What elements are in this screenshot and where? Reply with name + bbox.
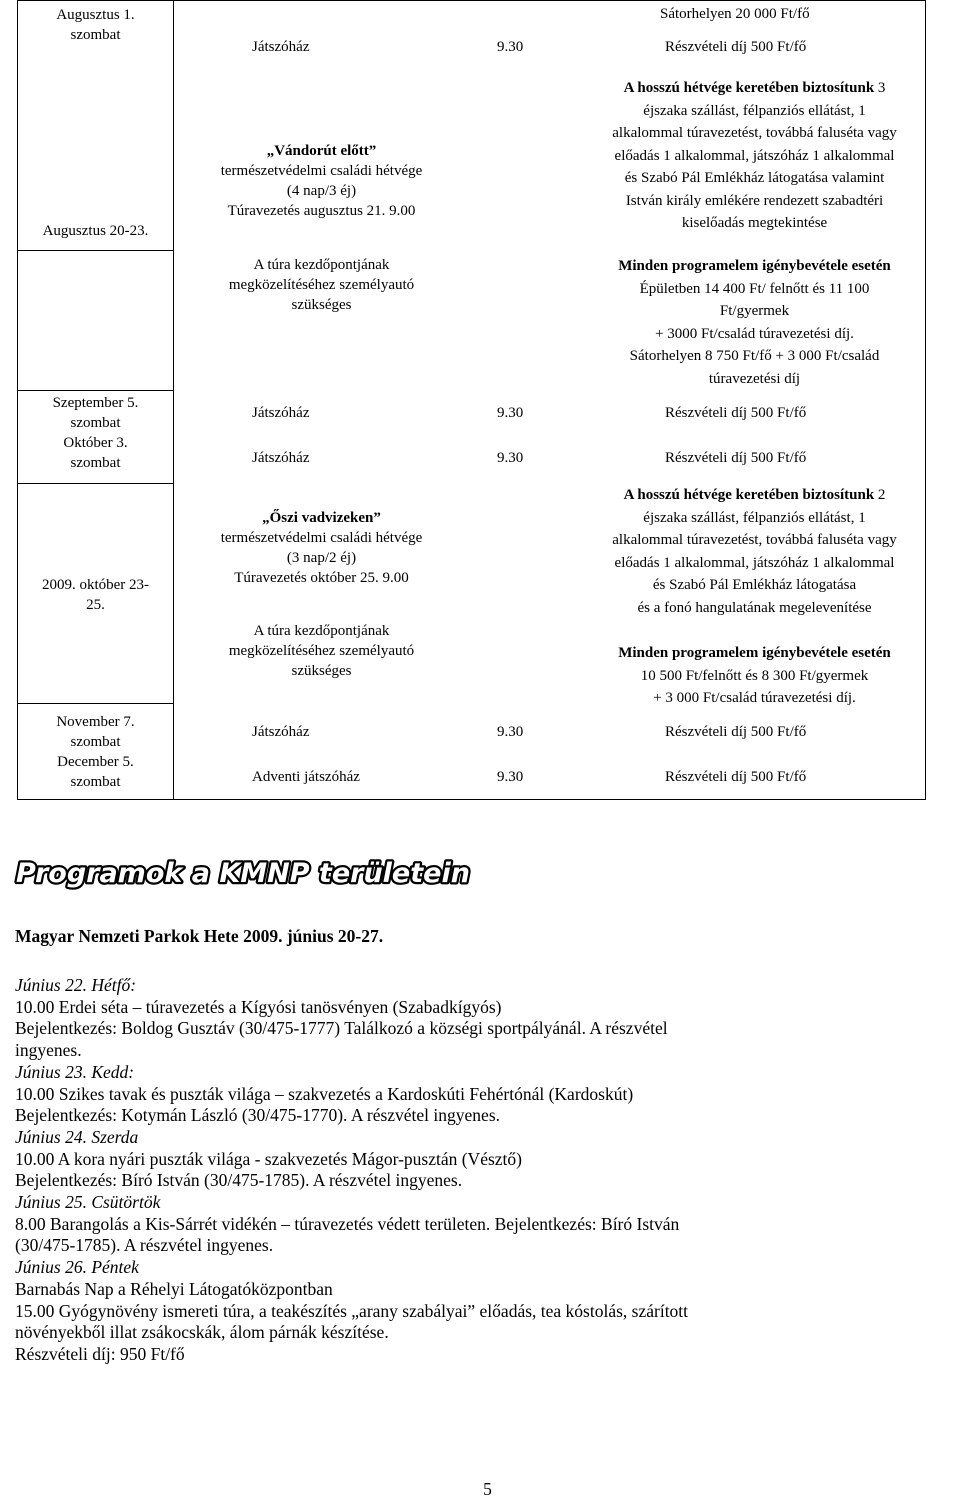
info-bold-lead: A hosszú hétvége keretében biztosítunk: [623, 80, 875, 96]
event-fee: Részvételi díj 500 Ft/fő: [665, 405, 807, 421]
event-name: Játszóház: [252, 39, 310, 55]
event-time: 9.30: [497, 39, 524, 55]
price-title: Minden programelem igénybevétele esetén: [618, 645, 891, 661]
note-line: szükséges: [291, 297, 352, 313]
price-line: Épületben 14 400 Ft/ felnőtt és 11 100: [639, 280, 870, 297]
price-title: Minden programelem igénybevétele esetén: [618, 258, 891, 274]
program-table: [17, 0, 926, 800]
info-night-count: 2: [874, 487, 886, 503]
program-line: 8.00 Barangolás a Kis-Sárrét vidékén – túravezetés védett területen. Bejelentkezés: Bíró István: [15, 1213, 680, 1234]
program-note: [174, 255, 469, 315]
event-time: 9.30: [497, 450, 524, 466]
event-name: Játszóház: [252, 405, 310, 421]
program-line: 10.00 Szikes tavak és puszták világa – szakvezetés a Kardoskúti Fehértónál (Kardoskút): [15, 1083, 634, 1104]
info-line: alkalommal túravezetést, továbbá faluséta vagy: [612, 532, 897, 548]
program-line: Bejelentkezés: Bíró István (30/475-1785). A részvétel ingyenes.: [15, 1170, 463, 1191]
day-heading: Június 24. Szerda: [15, 1126, 139, 1147]
date-text: 25.: [86, 597, 105, 613]
info-line: alkalommal túravezetést, továbbá faluséta vagy: [612, 125, 897, 141]
date-text: December 5.: [57, 754, 134, 770]
program-line: (30/475-1785). A részvétel ingyenes.: [15, 1235, 274, 1256]
event-time: 9.30: [497, 724, 524, 740]
weekday-text: szombat: [70, 455, 121, 471]
price-line: + 3 000 Ft/család túravezetési díj.: [653, 690, 856, 706]
info-bold-lead: A hosszú hétvége keretében biztosítunk: [623, 487, 875, 503]
program-line: 15.00 Gyógynövény ismereti túra, a teakészítés „arany szabályai” előadás, tea kóstolás, szárított: [15, 1300, 689, 1321]
info-line: előadás 1 alkalommal, játszóház 1 alkalommal: [614, 147, 895, 164]
price-line: Ft/gyermek: [719, 303, 790, 319]
date-text: Október 3.: [63, 435, 128, 451]
note-line: A túra kezdőpontjának: [253, 257, 390, 273]
program-line: természetvédelmi családi hétvége: [220, 163, 423, 179]
row-divider: [17, 390, 174, 391]
program-line: Túravezetés augusztus 21. 9.00: [227, 203, 416, 219]
price-line: 10 500 Ft/felnőtt és 8 300 Ft/gyermek: [640, 667, 869, 684]
date-text: Augusztus 20-23.: [42, 223, 149, 239]
tent-price-note: Sátorhelyen 20 000 Ft/fő: [660, 6, 810, 22]
date-cell: [17, 221, 174, 241]
program-line: Túravezetés október 25. 9.00: [234, 570, 409, 586]
row-divider: [17, 703, 174, 704]
info-line: és Szabó Pál Emlékház látogatása valamint: [624, 170, 885, 186]
event-time: 9.30: [497, 405, 524, 421]
price-block: [527, 255, 960, 390]
event-fee: Részvételi díj 500 Ft/fő: [665, 769, 807, 785]
section-subheading: Magyar Nemzeti Parkok Hete 2009. június 20-27.: [15, 926, 384, 946]
info-line: éjszaka szállást, félpanziós ellátást, 1: [643, 509, 866, 526]
event-fee: Részvételi díj 500 Ft/fő: [665, 450, 807, 466]
page-number: 5: [483, 1479, 492, 1499]
info-line: kiselőadás megtekintése: [681, 215, 828, 231]
program-info: [527, 77, 960, 235]
info-first-line: [527, 484, 960, 507]
day-heading: Június 23. Kedd:: [15, 1061, 135, 1082]
note-line: megközelítéséhez személyautó: [228, 277, 415, 293]
program-line: ingyenes.: [15, 1040, 82, 1061]
weekday-text: szombat: [70, 734, 121, 750]
program-title: „Vándorút előtt”: [266, 143, 377, 159]
event-name: Játszóház: [252, 724, 310, 740]
weekday-text: szombat: [70, 27, 121, 43]
info-line: és a fonó hangulatának megelevenítése: [637, 599, 872, 616]
section-heading-graphic: [14, 852, 514, 892]
program-line: (4 nap/3 éj): [286, 183, 357, 199]
section-heading-text: Programok a KMNP területein: [16, 858, 470, 889]
info-first-line: [527, 77, 960, 100]
weekday-text: szombat: [70, 415, 121, 431]
table-border-top: [17, 0, 926, 1]
weekday-text: szombat: [70, 774, 121, 790]
price-block: [527, 642, 960, 710]
date-cell: [17, 575, 174, 615]
program-line: 10.00 A kora nyári puszták világa - szakvezetés Mágor-pusztán (Vésztő): [15, 1148, 522, 1169]
program-title: „Őszi vadvizeken”: [262, 510, 381, 526]
price-line: túravezetési díj: [708, 370, 801, 387]
program-line: 10.00 Erdei séta – túravezetés a Kígyósi tanösvényen (Szabadkígyós): [15, 996, 502, 1017]
info-night-count: 3: [874, 80, 886, 96]
day-heading: Június 22. Hétfő:: [15, 975, 137, 995]
date-text: Augusztus 1.: [56, 7, 135, 23]
note-line: A túra kezdőpontjának: [253, 623, 390, 639]
date-cell: [17, 393, 174, 473]
info-line: és Szabó Pál Emlékház látogatása: [652, 577, 857, 593]
program-line: Bejelentkezés: Kotymán László (30/475-1770). A részvétel ingyenes.: [15, 1105, 501, 1126]
table-border-bottom: [17, 799, 926, 800]
event-fee: Részvételi díj 500 Ft/fő: [665, 724, 807, 740]
event-time: 9.30: [497, 769, 524, 785]
date-text: 2009. október 23-: [41, 577, 150, 593]
info-line: István király emlékére rendezett szabadtéri: [625, 192, 884, 209]
program-line: Részvételi díj: 950 Ft/fő: [15, 1343, 185, 1364]
price-line: + 3000 Ft/család túravezetési díj.: [655, 325, 854, 342]
day-heading: Június 25. Csütörtök: [15, 1192, 161, 1213]
row-divider: [17, 250, 174, 251]
event-name: Játszóház: [252, 450, 310, 466]
program-description: [174, 508, 469, 588]
event-fee: Részvételi díj 500 Ft/fő: [665, 39, 807, 55]
note-line: megközelítéséhez személyautó: [228, 643, 415, 659]
date-text: Szeptember 5.: [52, 395, 139, 411]
price-line: Sátorhelyen 8 750 Ft/fő + 3 000 Ft/család: [629, 348, 880, 364]
daily-program-list: [15, 975, 945, 1366]
program-line: Bejelentkezés: Boldog Gusztáv (30/475-1777) Találkozó a községi sportpályánál. A részvétel: [15, 1018, 668, 1039]
program-line: Barnabás Nap a Réhelyi Látogatóközpontban: [15, 1278, 333, 1299]
program-description: [174, 141, 469, 221]
info-line: éjszaka szállást, félpanziós ellátást, 1: [643, 102, 866, 119]
program-note: [174, 621, 469, 681]
program-line: természetvédelmi családi hétvége: [220, 530, 423, 546]
event-name: Adventi játszóház: [252, 769, 360, 785]
row-divider: [17, 483, 174, 484]
program-line: (3 nap/2 éj): [286, 550, 357, 566]
day-heading: Június 26. Péntek: [15, 1257, 139, 1278]
section-heading: [14, 852, 514, 892]
program-line: növényekből illat zsákocskák, álom párnák készítése.: [15, 1322, 389, 1343]
date-cell: [17, 5, 174, 45]
program-info: [527, 484, 960, 619]
info-line: előadás 1 alkalommal, játszóház 1 alkalommal: [614, 554, 895, 571]
date-cell: [17, 712, 174, 792]
date-text: November 7.: [56, 714, 135, 730]
note-line: szükséges: [291, 663, 352, 679]
